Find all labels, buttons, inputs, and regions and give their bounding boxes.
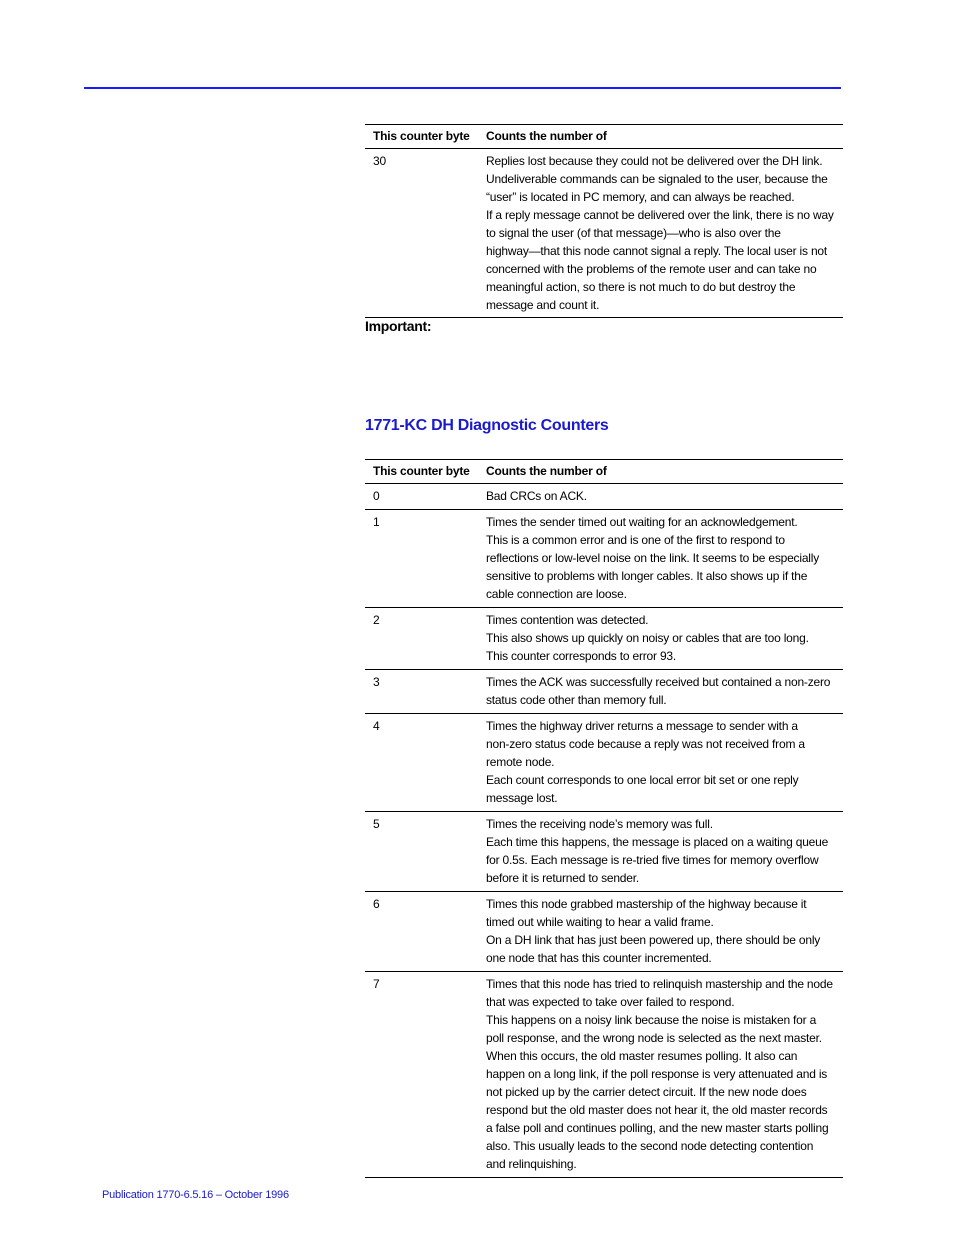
description-line: If a reply message cannot be delivered over the link, there is no way (486, 208, 834, 222)
description-line: Bad CRCs on ACK. (486, 489, 587, 503)
description-line: poll response, and the wrong node is selected as the next master. (486, 1031, 822, 1045)
description-line: Times that this node has tried to relinquish mastership and the node (486, 977, 833, 991)
description-line: one node that has this counter incremented. (486, 951, 712, 965)
publication-footer: Publication 1770-6.5.16 – October 1996 (102, 1189, 289, 1201)
description-line: non-zero status code because a reply was not received from a (486, 737, 805, 751)
table-row (365, 892, 843, 972)
description-line: Times the sender timed out waiting for an acknowledgement. (486, 515, 798, 529)
description-line: before it is returned to sender. (486, 871, 640, 885)
description-cell (478, 812, 843, 892)
description-line: sensitive to problems with longer cables. It also shows up if the (486, 569, 808, 583)
description-line: When this occurs, the old master resumes polling. It also can (486, 1049, 798, 1063)
description-line: respond but the old master does not hear it, the old master records (486, 1103, 828, 1117)
column-header-counts: Counts the number of (478, 125, 843, 149)
description-cell (478, 608, 843, 670)
description-line: Times this node grabbed mastership of the highway because it (486, 897, 807, 911)
description-line: message and count it. (486, 298, 600, 312)
description-cell (478, 510, 843, 608)
table-row (365, 812, 843, 892)
description-line: Undeliverable commands can be signaled to the user, because the (486, 172, 828, 186)
description-line: Replies lost because they could not be delivered over the DH link. (486, 154, 823, 168)
description-line: Times the receiving node’s memory was full. (486, 817, 713, 831)
description-line: This counter corresponds to error 93. (486, 649, 677, 663)
description-line: to signal the user (of that message)—who is also over the (486, 226, 781, 240)
column-header-byte: This counter byte (365, 125, 478, 149)
description-cell (478, 149, 843, 318)
counter-byte-cell: 2 (365, 608, 478, 670)
counter-byte-cell: 7 (365, 972, 478, 1178)
counter-byte-cell: 3 (365, 670, 478, 714)
counter-byte-cell: 5 (365, 812, 478, 892)
description-line: highway—that this node cannot signal a reply. The local user is not (486, 244, 828, 258)
description-line: Times contention was detected. (486, 613, 649, 627)
table-row (365, 714, 843, 812)
description-line: This happens on a noisy link because the noise is mistaken for a (486, 1013, 817, 1027)
top-rule (84, 87, 841, 89)
description-line: for 0.5s. Each message is re-tried five times for memory overflow (486, 853, 819, 867)
description-cell (478, 484, 843, 510)
table-row (365, 484, 843, 510)
table-row (365, 670, 843, 714)
description-line: cable connection are loose. (486, 587, 627, 601)
description-line: and relinquishing. (486, 1157, 577, 1171)
description-line: This is a common error and is one of the first to respond to (486, 533, 785, 547)
description-line: happen on a long link, if the poll response is very attenuated and is (486, 1067, 828, 1081)
description-line: Each time this happens, the message is placed on a waiting queue (486, 835, 829, 849)
description-cell (478, 670, 843, 714)
description-line: not picked up by the carrier detect circuit. If the new node does (486, 1085, 807, 1099)
description-cell (478, 892, 843, 972)
column-header-byte: This counter byte (365, 460, 478, 484)
important-label: Important: (365, 318, 432, 334)
table-row (365, 149, 843, 318)
description-line: remote node. (486, 755, 555, 769)
description-line: also. This usually leads to the second node detecting contention (486, 1139, 814, 1153)
description-cell (478, 714, 843, 812)
description-cell (478, 972, 843, 1178)
description-line: On a DH link that has just been powered up, there should be only (486, 933, 821, 947)
counter-byte-cell: 30 (365, 149, 478, 318)
counter-byte-cell: 6 (365, 892, 478, 972)
counter-byte-cell: 0 (365, 484, 478, 510)
description-line: message lost. (486, 791, 558, 805)
counter-table-2 (365, 459, 843, 1178)
description-line: “user” is located in PC memory, and can always be reached. (486, 190, 795, 204)
column-header-counts: Counts the number of (478, 460, 843, 484)
section-title: 1771-KC DH Diagnostic Counters (365, 417, 609, 434)
description-line: Times the ACK was successfully received but contained a non-zero (486, 675, 831, 689)
description-line: This also shows up quickly on noisy or cables that are too long. (486, 631, 809, 645)
description-line: Each count corresponds to one local error bit set or one reply (486, 773, 799, 787)
description-line: that was expected to take over failed to respond. (486, 995, 735, 1009)
table-row (365, 608, 843, 670)
counter-byte-cell: 4 (365, 714, 478, 812)
counter-byte-cell: 1 (365, 510, 478, 608)
table-row (365, 510, 843, 608)
description-line: a false poll and continues polling, and the new master starts polling (486, 1121, 829, 1135)
description-line: status code other than memory full. (486, 693, 667, 707)
description-line: timed out while waiting to hear a valid frame. (486, 915, 714, 929)
description-line: concerned with the problems of the remote user and can take no (486, 262, 817, 276)
description-line: reflections or low-level noise on the link. It seems to be especially (486, 551, 820, 565)
table-row (365, 972, 843, 1178)
description-line: Times the highway driver returns a message to sender with a (486, 719, 798, 733)
counter-table-1 (365, 124, 843, 318)
description-line: meaningful action, so there is not much to do but destroy the (486, 280, 796, 294)
